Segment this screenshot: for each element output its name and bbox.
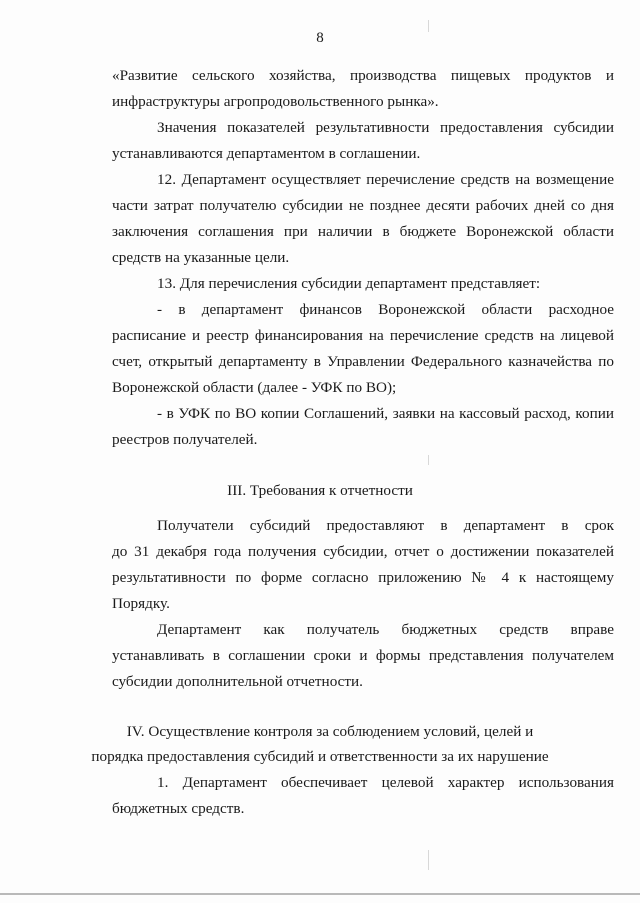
paragraph-line: 13. Для перечисления субсидии департамент представляет:	[157, 275, 541, 292]
section-heading: III. Требования к отчетности	[227, 482, 413, 499]
paragraph-line: субсидии дополнительной отчетности.	[112, 673, 363, 690]
paragraph-line: «Развитие сельского хозяйства, производства пищевых продуктов и	[112, 67, 614, 84]
paragraph-line: части затрат получателю субсидии не позднее десяти рабочих дней со дня	[112, 197, 614, 214]
paragraph-line: 1. Департамент обеспечивает целевой характер использования	[157, 774, 614, 791]
paragraph-line: расписание и реестр финансирования на перечисление средств на лицевой	[112, 327, 614, 344]
scan-bottom-edge	[0, 893, 640, 895]
list-item-line: - в департамент финансов Воронежской области расходное	[157, 301, 614, 318]
paragraph-line: до 31 декабря года получения субсидии, отчет о достижении показателей	[112, 543, 614, 560]
paragraph-line: Получатели субсидий предоставляют в департамент в срок	[157, 517, 614, 534]
scan-artifact	[428, 20, 429, 32]
paragraph-line: устанавливаются департаментом в соглашении.	[112, 145, 421, 162]
page-number: 8	[316, 30, 324, 46]
section-heading: порядка предоставления субсидий и ответственности за их нарушение	[91, 748, 549, 765]
paragraph-line: средств на указанные цели.	[112, 249, 290, 266]
paragraph-line: 12. Департамент осуществляет перечисление средств на возмещение	[157, 171, 614, 188]
scan-artifact	[428, 455, 429, 465]
section-heading: IV. Осуществление контроля за соблюдением условий, целей и	[126, 723, 534, 740]
paragraph-line: реестров получателей.	[112, 431, 258, 448]
paragraph-line: счет, открытый департаменту в Управлении Федерального казначейства по	[112, 353, 614, 370]
paragraph-line: бюджетных средств.	[112, 800, 245, 817]
paragraph-line: заключения соглашения при наличии в бюджете Воронежской области	[112, 223, 614, 240]
paragraph-line: устанавливать в соглашении сроки и формы представления получателем	[112, 647, 614, 664]
scan-artifact	[428, 850, 429, 870]
paragraph-line: Порядку.	[112, 595, 170, 612]
paragraph-line: Значения показателей результативности предоставления субсидии	[157, 119, 614, 136]
paragraph-line: Департамент как получатель бюджетных средств вправе	[157, 621, 614, 638]
paragraph-line: инфраструктуры агропродовольственного рынка».	[112, 93, 439, 110]
paragraph-line: результативности по форме согласно приложению № 4 к настоящему	[112, 569, 614, 586]
paragraph-line: Воронежской области (далее - УФК по ВО);	[112, 379, 397, 396]
list-item-line: - в УФК по ВО копии Соглашений, заявки на кассовый расход, копии	[157, 405, 614, 422]
